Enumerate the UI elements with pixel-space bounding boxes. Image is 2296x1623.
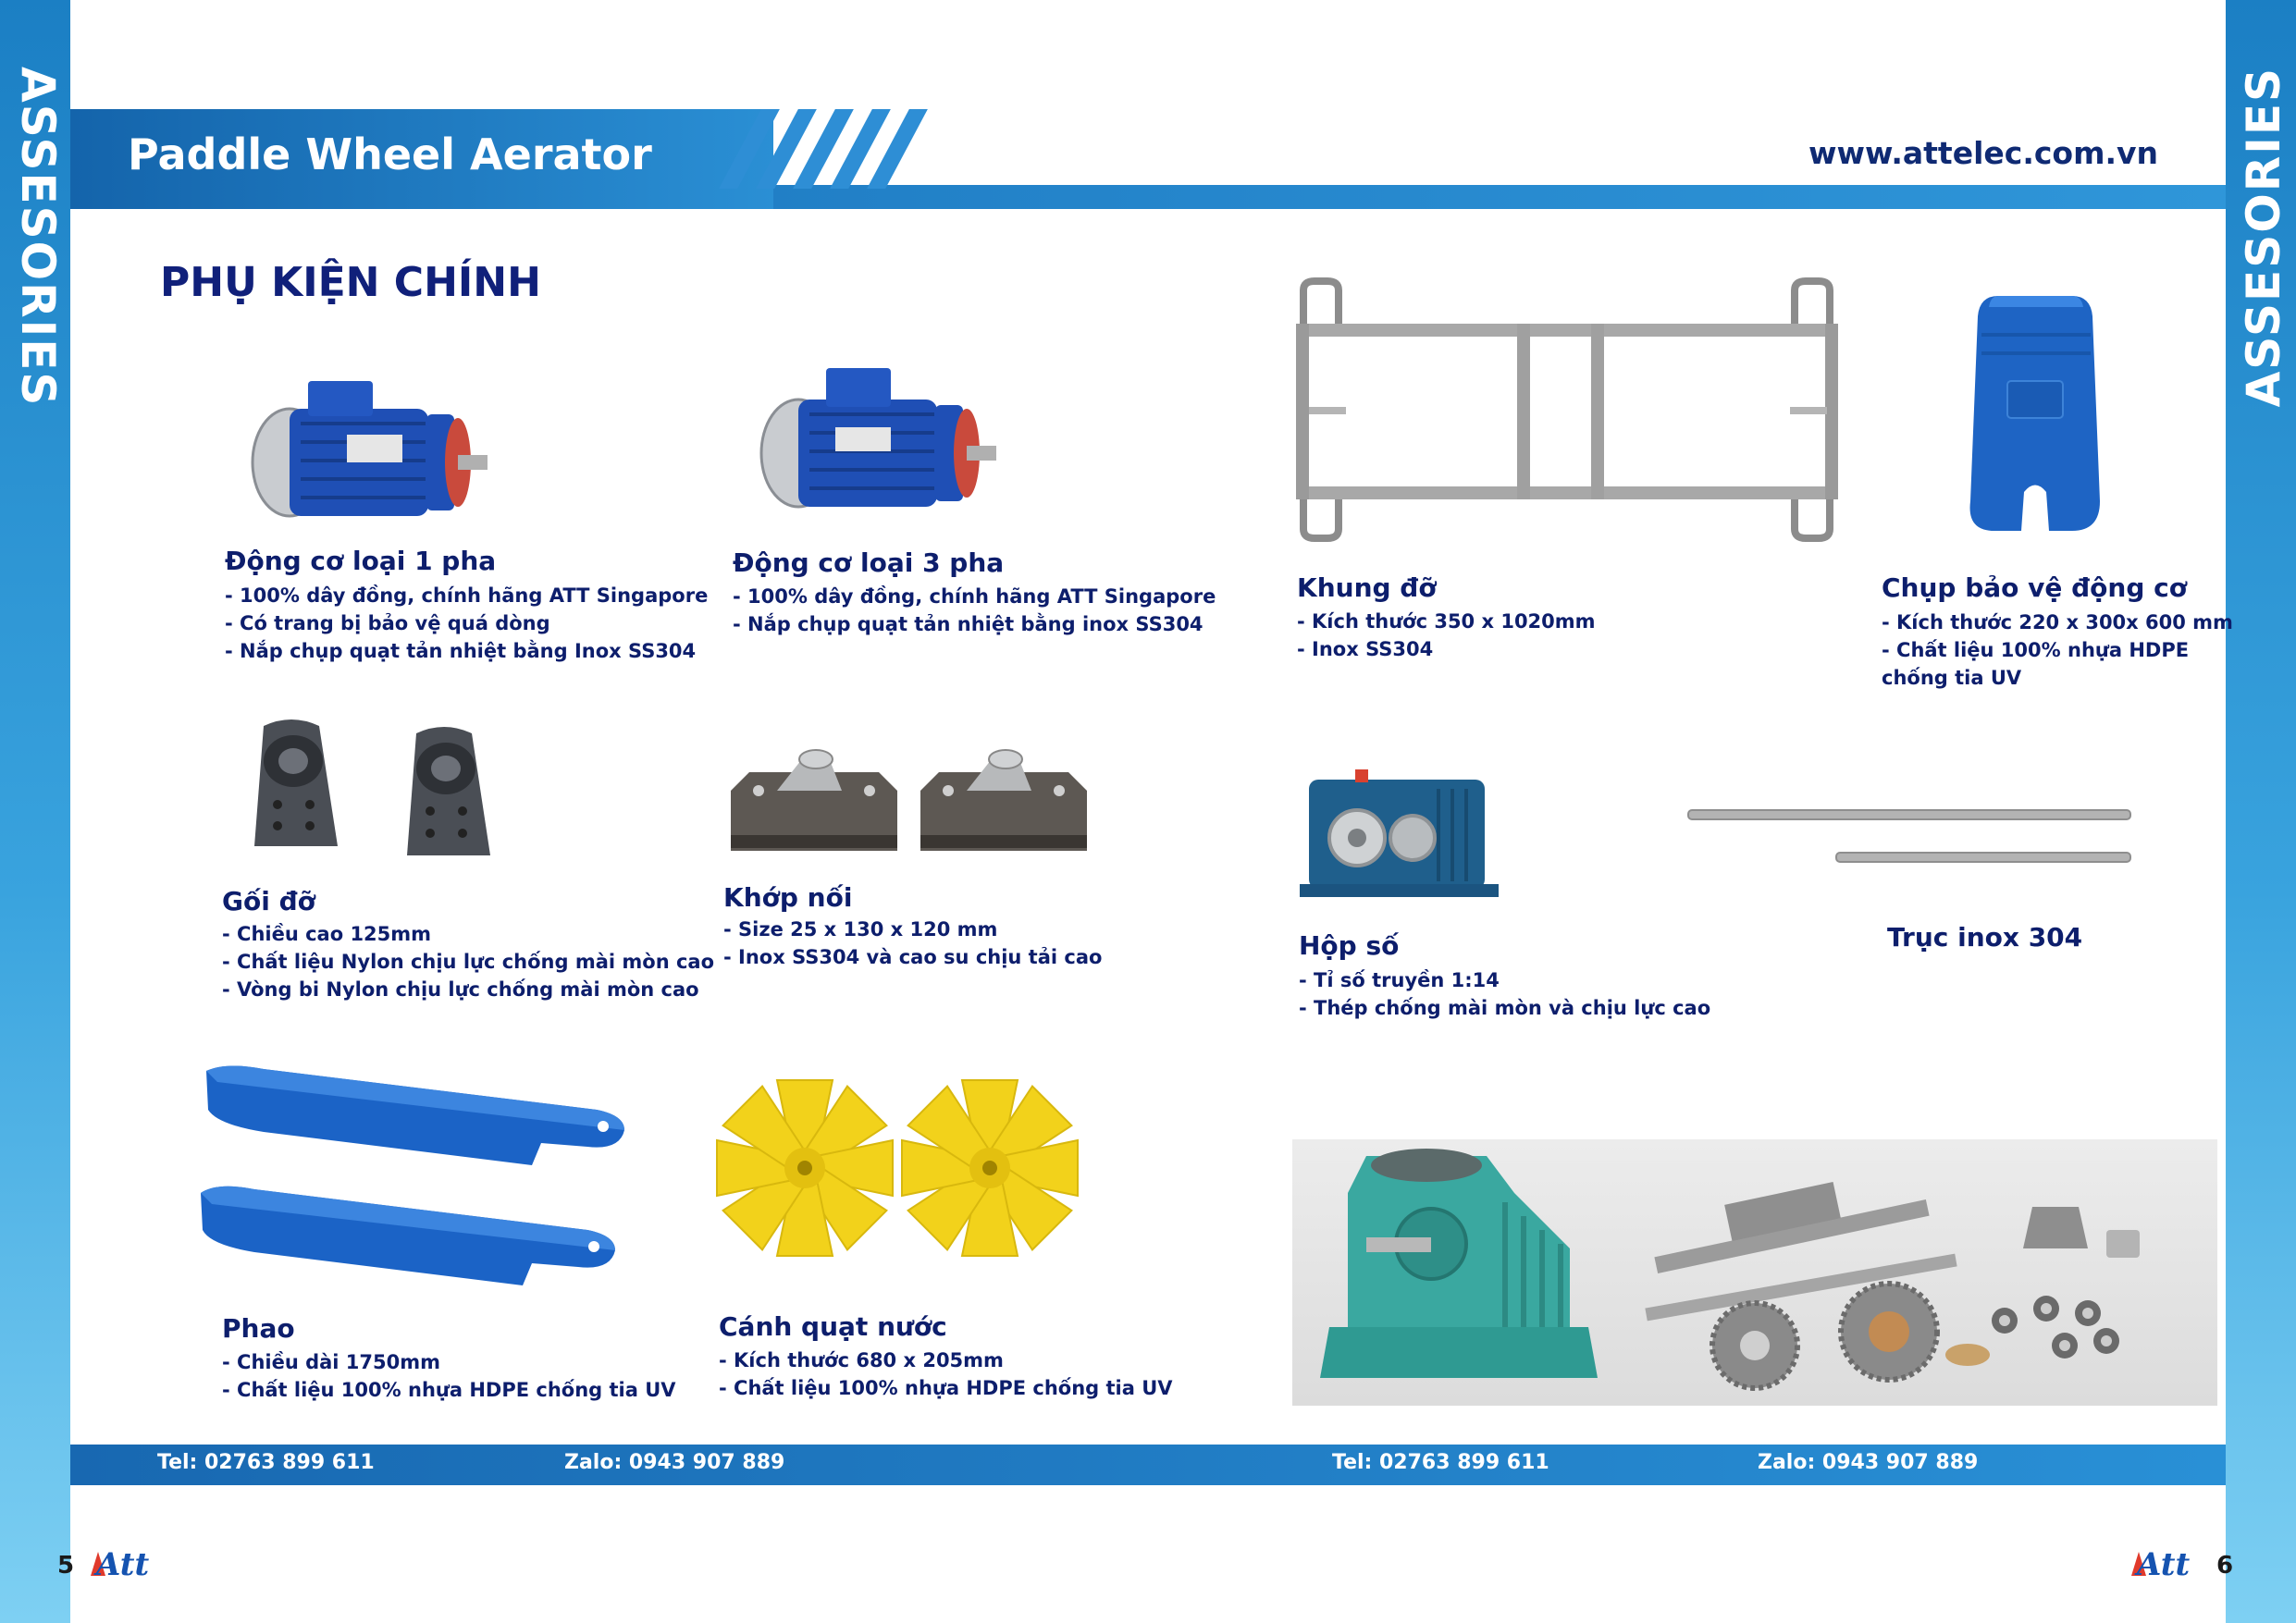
float-title: Phao: [222, 1313, 295, 1344]
header-title: Paddle Wheel Aerator: [128, 129, 652, 179]
spec-line: - Chất liệu 100% nhựa HDPE: [1882, 639, 2190, 661]
shaft-title: Trục inox 304: [1887, 922, 2083, 953]
footer-zalo-left[interactable]: Zalo: 0943 907 889: [564, 1451, 785, 1474]
spec-line: - Chất liệu 100% nhựa HDPE chống tia UV: [222, 1379, 676, 1401]
spec-line: - Size 25 x 130 x 120 mm: [723, 918, 998, 941]
left-side-stripe: [0, 0, 70, 1623]
motor-1-phase-specs: [225, 582, 708, 665]
website-link[interactable]: www.attelec.com.vn: [1808, 135, 2159, 171]
spec-line: - Kích thước 350 x 1020mm: [1297, 610, 1596, 633]
coupling-specs: [723, 916, 1102, 971]
paddle-wheel-specs: [719, 1346, 1173, 1402]
spec-line: - Kích thước 680 x 205mm: [719, 1349, 1004, 1371]
spec-line: - Chiều dài 1750mm: [222, 1351, 441, 1373]
spec-line: - Vòng bi Nylon chịu lực chống mài mòn cao: [222, 978, 699, 1001]
float-image: [190, 1054, 648, 1295]
spec-line: - Inox SS304 và cao su chịu tải cao: [723, 946, 1103, 968]
side-label-right: ASSESORIES: [2237, 67, 2290, 408]
footer-tel-right[interactable]: Tel: 02763 899 611: [1332, 1451, 1549, 1474]
page-number-left: 5: [57, 1552, 75, 1580]
att-logo-right: Att: [2137, 1546, 2191, 1583]
float-specs: [222, 1348, 676, 1404]
gearbox-image: [1300, 766, 1503, 904]
gearbox-parts-image: [1292, 1119, 2217, 1406]
spec-line: - Thép chống mài mòn và chịu lực cao: [1299, 997, 1711, 1019]
footer-tel-left[interactable]: Tel: 02763 899 611: [157, 1451, 375, 1474]
spec-line: - Chiều cao 125mm: [222, 923, 432, 945]
motor-1-phase-image: [245, 370, 495, 527]
motor-3-phase-specs: [733, 583, 1216, 638]
spec-line: - Kích thước 220 x 300x 600 mm: [1882, 611, 2233, 633]
right-side-stripe: [2226, 0, 2296, 1623]
spec-line: - Chất liệu 100% nhựa HDPE chống tia UV: [719, 1377, 1173, 1399]
spec-line: - 100% dây đồng, chính hãng ATT Singapore: [225, 584, 709, 607]
coupling-image: [722, 744, 1101, 865]
bearing-block-image: [236, 707, 504, 865]
gearbox-specs: [1299, 966, 1710, 1022]
bearing-block-specs: [222, 920, 714, 1003]
section-title: PHỤ KIỆN CHÍNH: [160, 259, 541, 306]
motor-3-phase-title: Động cơ loại 3 pha: [733, 547, 1005, 578]
shaft-image: [1684, 805, 2137, 869]
gearbox-title: Hộp số: [1299, 930, 1400, 961]
motor-cover-title: Chụp bảo vệ động cơ: [1882, 572, 2187, 603]
att-logo-left: Att: [96, 1546, 150, 1583]
spec-line: - 100% dây đồng, chính hãng ATT Singapore: [733, 585, 1216, 608]
motor-1-phase-title: Động cơ loại 1 pha: [225, 546, 497, 576]
support-frame-image: [1290, 277, 1845, 546]
spec-line: - Inox SS304: [1297, 638, 1434, 660]
bearing-block-title: Gối đỡ: [222, 886, 315, 916]
support-frame-specs: [1297, 608, 1596, 663]
support-frame-title: Khung đỡ: [1297, 572, 1437, 603]
spec-line: - Nắp chụp quạt tản nhiệt bằng Inox SS304: [225, 640, 697, 662]
spec-line: chống tia UV: [1882, 667, 2022, 689]
motor-cover-specs: [1882, 609, 2233, 692]
spec-line: - Tỉ số truyền 1:14: [1299, 969, 1500, 991]
footer-zalo-right[interactable]: Zalo: 0943 907 889: [1758, 1451, 1979, 1474]
side-label-left: ASSESORIES: [11, 67, 65, 408]
spec-line: - Nắp chụp quạt tản nhiệt bằng inox SS304: [733, 613, 1204, 635]
motor-cover-image: [1961, 289, 2109, 538]
paddle-wheel-image: [712, 1071, 1092, 1265]
spec-line: - Chất liệu Nylon chịu lực chống mài mòn cao: [222, 951, 715, 973]
paddle-wheel-title: Cánh quạt nước: [719, 1311, 947, 1342]
spec-line: - Có trang bị bảo vệ quá dòng: [225, 612, 550, 634]
coupling-title: Khớp nối: [723, 882, 853, 913]
page-number-right: 6: [2216, 1552, 2234, 1580]
motor-3-phase-image: [754, 361, 1004, 518]
